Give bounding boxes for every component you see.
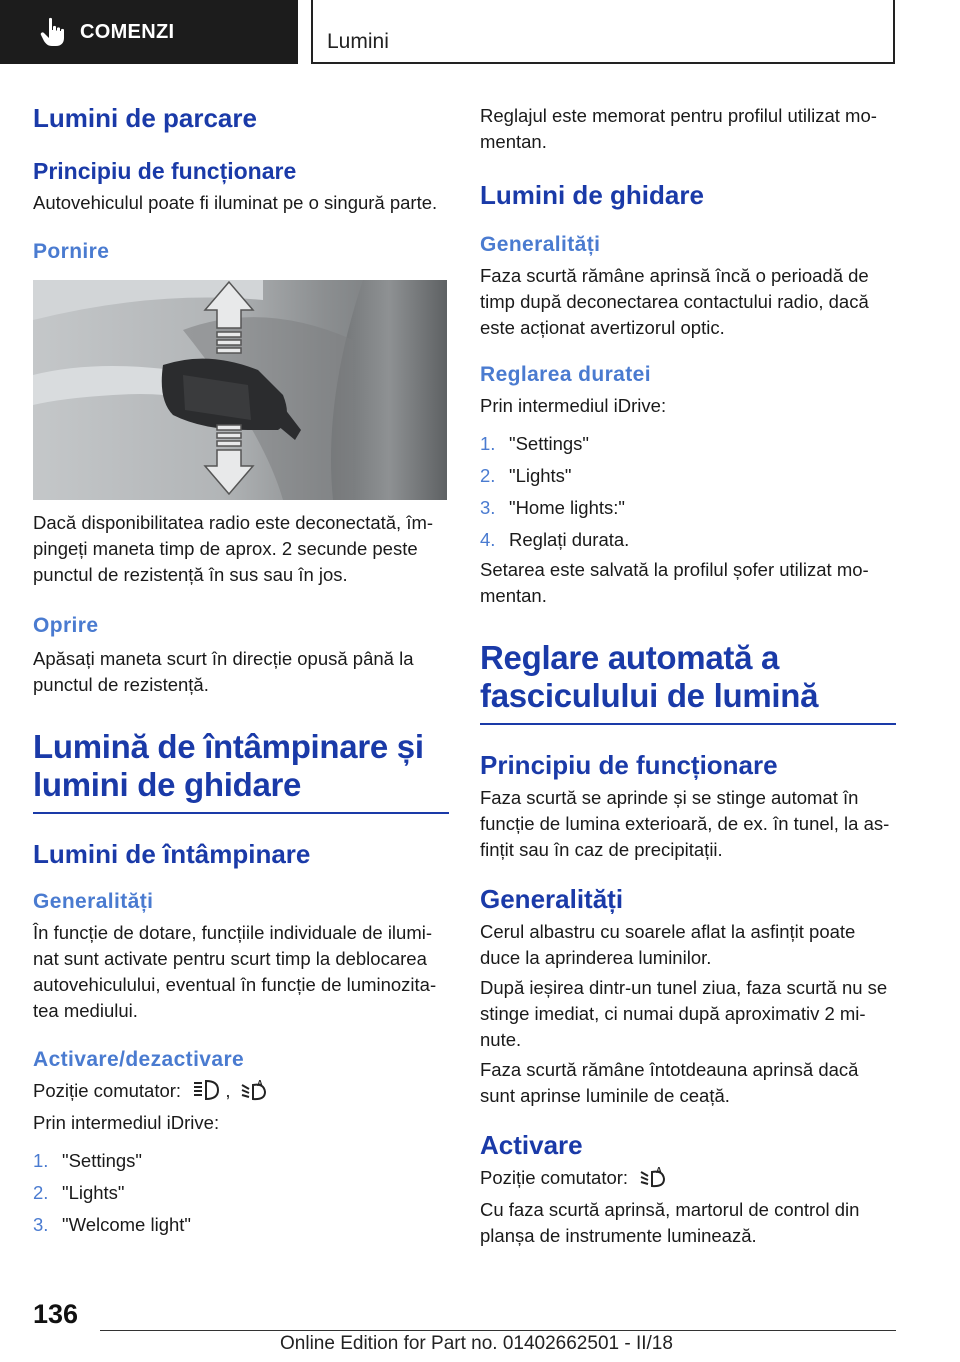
edition-footer: Online Edition for Part no. 01402662501 - II/18 xyxy=(280,1333,673,1354)
chapter-heading-line1: Lumină de întâmpinare și xyxy=(33,728,424,765)
lever-photo xyxy=(33,280,447,500)
paragraph-oprire: Apăsați maneta scurt în direcție opusă până la punctul de rezistență. xyxy=(33,648,414,695)
switch-position-line-right xyxy=(480,1165,896,1191)
heading-activare: Activare xyxy=(480,1130,583,1160)
steps-list-right xyxy=(480,431,896,553)
heading-lumini-de-parcare: Lumini de parcare xyxy=(33,103,257,133)
list-item: 2. "Lights" xyxy=(33,1182,125,1203)
footer-rule xyxy=(100,1330,896,1331)
paragraph-idrive-right: Prin intermediul iDrive: xyxy=(480,395,667,416)
list-item: 2. "Lights" xyxy=(480,465,572,486)
paragraph-generalitati-2a: Cerul albastru cu soarele aflat la asfințit poate duce la aprinderea luminilor. xyxy=(480,921,856,968)
paragraph-principiu: Autovehiculul poate fi iluminat pe o singură parte. xyxy=(33,192,438,213)
paragraph-generalitati-2c: Faza scurtă rămâne întotdeauna aprinsă dacă sunt aprinse luminile de ceață. xyxy=(480,1059,859,1106)
right-column xyxy=(480,103,896,1249)
heading-activare-dezactivare: Activare/dezactivare xyxy=(33,1048,245,1071)
chapter-heading-line2: fasciculului de lumină xyxy=(480,677,819,714)
chapter-tab[interactable] xyxy=(0,0,298,64)
section-header xyxy=(311,0,895,64)
paragraph-generalitati-right: Faza scurtă rămâne aprinsă încă o perioadă de timp după deconectarea contactului radio, dacă este acționat avertizorul optic. xyxy=(480,265,869,338)
heading-lumini-intampinare: Lumini de întâmpinare xyxy=(33,839,311,869)
chapter-heading-line1: Reglare automată a xyxy=(480,639,780,676)
heading-generalitati-right: Generalități xyxy=(480,233,601,256)
auto-light-icon xyxy=(240,1079,268,1101)
stalk-illustration xyxy=(33,280,447,500)
switch-position-label: Poziție comutator: xyxy=(33,1080,182,1101)
list-item: 1. "Settings" xyxy=(480,433,589,454)
heading-principiu-right: Principiu de funcționare xyxy=(480,750,778,780)
chapter-heading-intampinare xyxy=(33,728,449,804)
switch-position-separator: , xyxy=(225,1080,231,1101)
list-item: 4. Reglați durata. xyxy=(480,529,630,550)
svg-text:A: A xyxy=(256,1079,263,1088)
heading-oprire: Oprire xyxy=(33,614,99,637)
section-title: Lumini xyxy=(327,30,389,53)
steps-list-left xyxy=(33,1148,449,1238)
parking-light-icon xyxy=(192,1079,220,1101)
list-item: 1. "Settings" xyxy=(33,1150,142,1171)
paragraph-reglaj: Reglajul este memorat pentru profilul utilizat mo-mentan. xyxy=(480,105,877,152)
chapter-heading-reglare xyxy=(480,639,896,715)
auto-light-icon xyxy=(639,1166,667,1188)
list-item: 3. "Home lights:" xyxy=(480,497,625,518)
paragraph-idrive-left: Prin intermediul iDrive: xyxy=(33,1112,220,1133)
heading-generalitati-right-2: Generalități xyxy=(480,884,624,914)
switch-position-line xyxy=(33,1078,449,1104)
paragraph-principiu-right: Faza scurtă se aprinde și se stinge automat în funcție de lumina exterioară, de ex. în tunel, la as-fințit sau în caz de precipitații. xyxy=(480,787,890,860)
list-item: 3. "Welcome light" xyxy=(33,1214,191,1235)
paragraph-setarea: Setarea este salvată la profilul șofer utilizat mo-mentan. xyxy=(480,559,869,606)
chapter-heading-line2: lumini de ghidare xyxy=(33,766,302,803)
heading-generalitati-left: Generalități xyxy=(33,890,154,913)
paragraph-generalitati-2b: După ieșirea dintr-un tunel ziua, faza scurtă nu se stinge imediat, ci numai după aproximativ 2 mi-nute. xyxy=(480,977,888,1050)
pointing-hand-icon xyxy=(40,17,66,47)
paragraph-pornire: Dacă disponibilitatea radio este deconectată, îm-pingeți maneta timp de aprox. 2 secunde peste punctul de rezistență în sus sau în jos. xyxy=(33,512,434,585)
page-number: 136 xyxy=(33,1299,79,1329)
left-column xyxy=(33,100,449,1244)
paragraph-martor: Cu faza scurtă aprinsă, martorul de control din planșa de instrumente luminează. xyxy=(480,1199,860,1246)
paragraph-generalitati-left: În funcție de dotare, funcțiile individuale de ilumi-nat sunt activate pentru scurt timp la deblocarea autovehiculului, eventual în funcție de luminozita-tea mediului. xyxy=(33,922,437,1021)
heading-lumini-ghidare: Lumini de ghidare xyxy=(480,180,704,210)
switch-position-label: Poziție comutator: xyxy=(480,1167,629,1188)
chapter-tab-label: COMENZI xyxy=(80,20,175,43)
chapter-rule xyxy=(480,723,896,725)
heading-pornire: Pornire xyxy=(33,240,110,263)
heading-reglarea-duratei: Reglarea duratei xyxy=(480,363,651,386)
chapter-rule xyxy=(33,812,449,814)
heading-principiu: Principiu de funcționare xyxy=(33,158,297,184)
svg-text:A: A xyxy=(656,1166,662,1175)
